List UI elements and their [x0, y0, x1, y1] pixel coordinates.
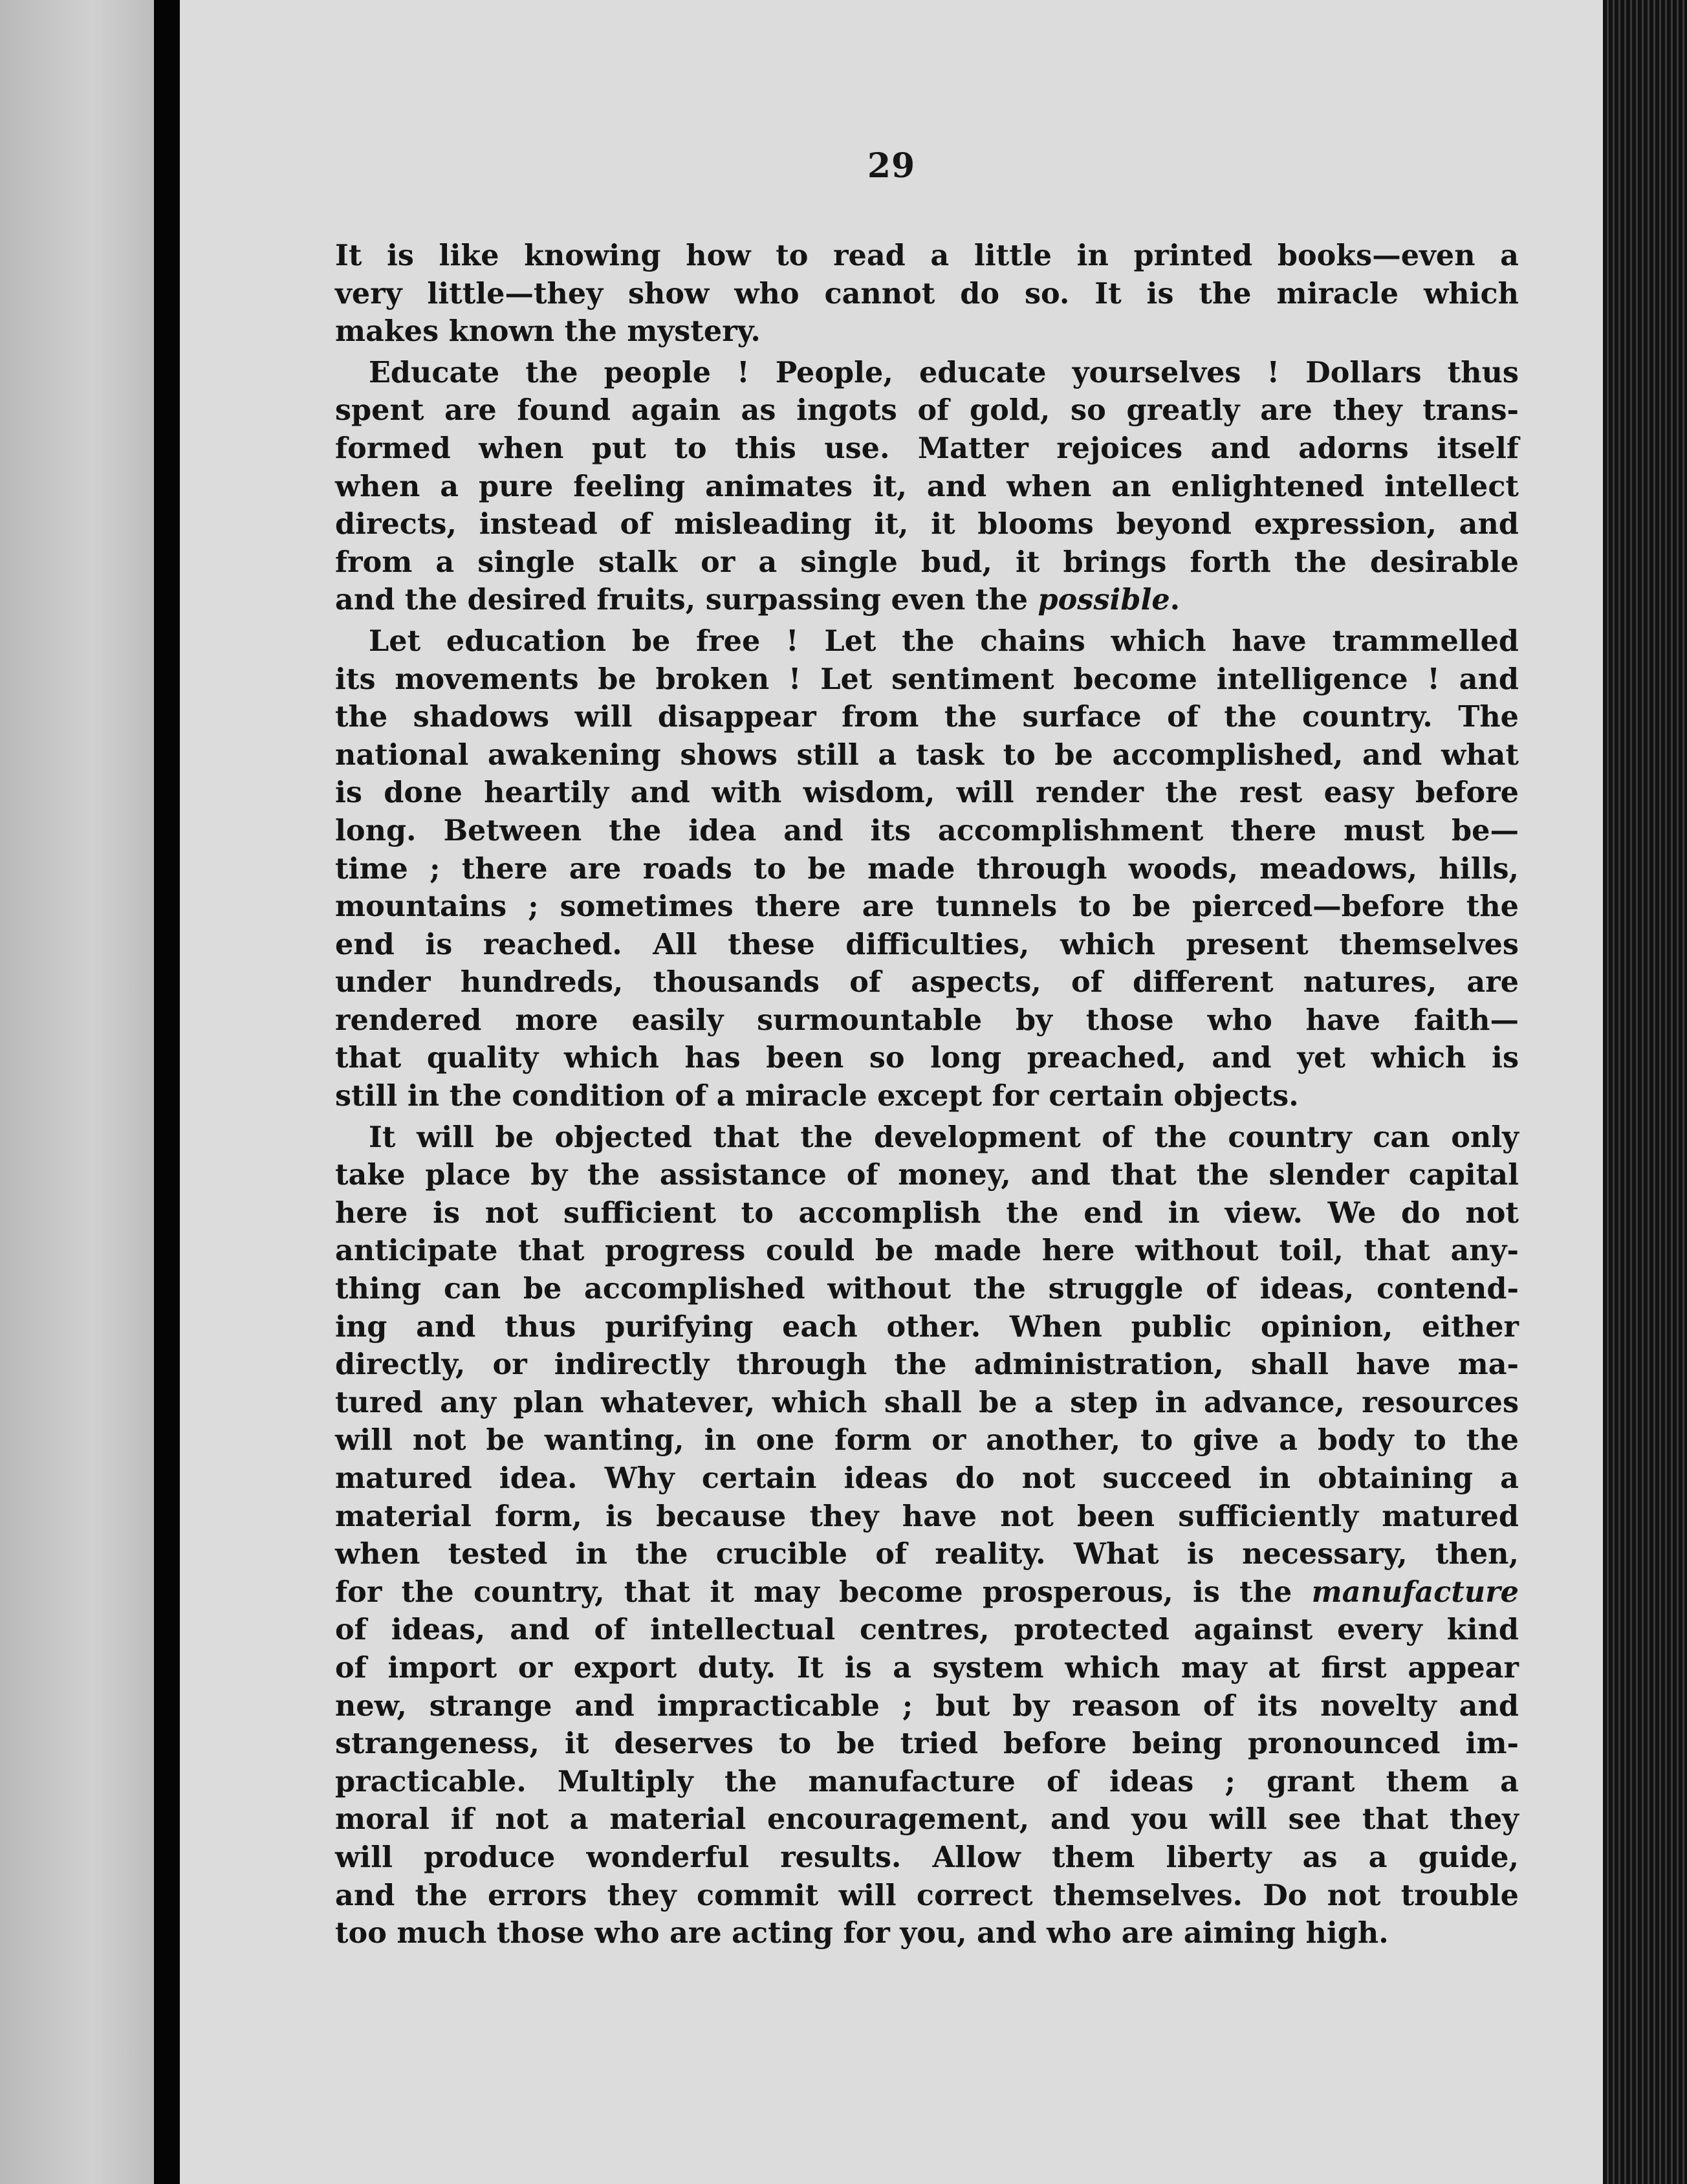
text-line: the shadows will disappear from the surface of the country. The — [335, 700, 1519, 734]
book-gutter — [154, 0, 180, 2184]
page-number: 29 — [867, 146, 916, 186]
text-line: will not be wanting, in one form or another, to give a body to the — [335, 1423, 1519, 1458]
text-line: practicable. Multiply the manufacture of ideas ; grant them a — [335, 1764, 1519, 1798]
text-line: directly, or indirectly through the administration, shall have ma- — [335, 1348, 1519, 1382]
text-line: new, strange and impracticable ; but by reason of its novelty and — [335, 1688, 1519, 1723]
body-text — [335, 237, 1519, 1956]
text-line: spent are found again as ingots of gold, so greatly are they trans- — [335, 393, 1519, 428]
text-line: formed when put to this use. Matter rejoices and adorns itself — [335, 431, 1519, 465]
paragraph — [335, 237, 1519, 351]
text-line: anticipate that progress could be made here without toil, that any- — [335, 1234, 1519, 1268]
text-line: take place by the assistance of money, and that the slender capital — [335, 1158, 1519, 1192]
previous-page-edge — [0, 0, 154, 2184]
text-line: strangeness, it deserves to be tried before being pronounced im- — [335, 1727, 1519, 1761]
text-line: time ; there are roads to be made through woods, meadows, hills, — [335, 851, 1519, 886]
text-line: from a single stalk or a single bud, it brings forth the desirable — [335, 545, 1519, 579]
text-line: tured any plan whatever, which shall be a step in advance, resources — [335, 1385, 1519, 1419]
book-page — [180, 0, 1603, 2184]
text-line: mountains ; sometimes there are tunnels to be pierced—before the — [335, 890, 1519, 924]
text-line: makes known the mystery. — [335, 314, 761, 349]
text-line: material form, is because they have not been sufficiently matured — [335, 1499, 1519, 1533]
paragraph — [335, 1119, 1519, 1952]
text-line: It is like knowing how to read a little in printed books—even a — [335, 239, 1519, 272]
text-line: under hundreds, thousands of aspects, of different natures, are — [335, 965, 1519, 999]
text-line: moral if not a material encouragement, and you will see that they — [335, 1802, 1519, 1837]
text-line: too much those who are acting for you, and who are aiming high. — [335, 1916, 1389, 1950]
text-line: thing can be accomplished without the struggle of ideas, contend- — [335, 1272, 1519, 1306]
text-line: rendered more easily surmountable by those who have faith— — [335, 1003, 1519, 1037]
text-line: here is not sufficient to accomplish the end in view. We do not — [335, 1196, 1519, 1230]
text-line: of ideas, and of intellectual centres, protected against every kind — [335, 1613, 1519, 1647]
paragraph — [335, 354, 1519, 619]
text-line: its movements be broken ! Let sentiment become intelligence ! and — [335, 662, 1519, 696]
text-line: will produce wonderful results. Allow them liberty as a guide, — [335, 1840, 1519, 1874]
text-line: for the country, that it may become prosperous, is the manufacture — [335, 1575, 1519, 1609]
text-line: end is reached. All these difficulties, which present themselves — [335, 927, 1519, 961]
text-line: still in the condition of a miracle except for certain objects. — [335, 1079, 1299, 1113]
text-line: matured idea. Why certain ideas do not succeed in obtaining a — [335, 1461, 1519, 1495]
text-line: that quality which has been so long preached, and yet which is — [335, 1041, 1519, 1075]
page-stack-edge — [1603, 0, 1687, 2184]
text-line: very little—they show who cannot do so. It is the miracle which — [335, 276, 1519, 311]
text-line: of import or export duty. It is a system which may at first appear — [335, 1650, 1519, 1685]
text-line: and the desired fruits, surpassing even the possible. — [335, 583, 1181, 617]
text-line: and the errors they commit will correct themselves. Do not trouble — [335, 1878, 1519, 1912]
text-line: ing and thus purifying each other. When public opinion, either — [335, 1309, 1519, 1344]
text-line: when a pure feeling animates it, and when an enlightened intellect — [335, 469, 1519, 503]
text-line: It will be objected that the development of the country can only — [369, 1120, 1519, 1154]
text-line: long. Between the idea and its accomplishment there must be— — [335, 813, 1519, 847]
text-line: directs, instead of misleading it, it blooms beyond expression, and — [335, 507, 1519, 541]
paragraph — [335, 622, 1519, 1115]
text-line: Let education be free ! Let the chains which have trammelled — [369, 624, 1519, 658]
text-line: national awakening shows still a task to be accomplished, and what — [335, 737, 1519, 772]
text-line: is done heartily and with wisdom, will render the rest easy before — [335, 776, 1519, 810]
text-line: Educate the people ! People, educate yourselves ! Dollars thus — [369, 355, 1519, 389]
text-line: when tested in the crucible of reality. What is necessary, then, — [335, 1537, 1519, 1571]
